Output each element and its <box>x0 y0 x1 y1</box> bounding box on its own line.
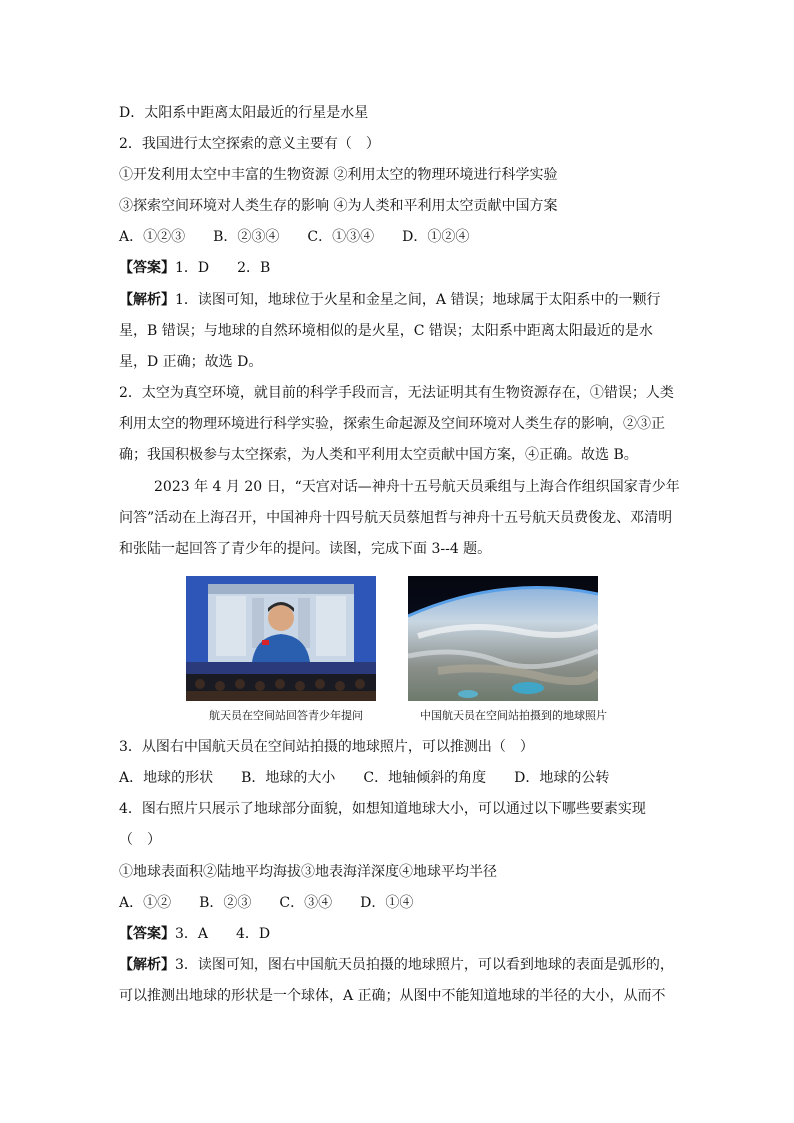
passage-line1: 2023 年 4 月 20 日，“天宫对话—神舟十五号航天员乘组与上海合作组织国家青少年 <box>154 479 680 495</box>
analysis-text: 1．读图可知，地球位于火星和金星之间，A 错误；地球属于太阳系中的一颗行 <box>175 292 661 308</box>
passage-line3: 和张陆一起回答了青少年的提问。读图，完成下面 3--4 题。 <box>119 541 492 557</box>
question-3: 3．从图右中国航天员在空间站拍摄的地球照片，可以推测出（ ） <box>119 739 534 755</box>
q4-statements: ①地球表面积②陆地平均海拔③地表海洋深度④地球平均半径 <box>119 864 497 880</box>
answer-text: 1．D 2．B <box>175 260 271 276</box>
analysis-1-line2: 星，B 错误；与地球的自然环境相似的是火星，C 错误；太阳系中距离太阳最近的是水 <box>119 323 653 339</box>
analysis-2-line3: 确；我国积极参与太空探索，为人类和平利用太空贡献中国方案，④正确。故选 B。 <box>119 447 638 463</box>
answer-1-2 <box>119 258 270 278</box>
answer-label: 【答案】 <box>119 926 175 942</box>
analysis-1-start <box>119 290 660 310</box>
analysis-3-line2: 可以推测出地球的形状是一个球体，A 正确；从图中不能知道地球的半径的大小，从而不 <box>119 988 666 1004</box>
q4-options: A．①② B．②③ C．③④ D．①④ <box>119 895 414 911</box>
analysis-2-line1: 2．太空为真空环境，就目前的科学手段而言，无法证明其有生物资源存在，①错误；人类 <box>119 385 674 401</box>
q2-statements-2: ③探索空间环境对人类生存的影响 ④为人类和平利用太空贡献中国方案 <box>119 198 558 214</box>
passage-line2: 问答”活动在上海召开，中国神舟十四号航天员蔡旭哲与神舟十五号航天员费俊龙、邓清明 <box>119 510 673 526</box>
earth-photo-image <box>408 576 598 701</box>
question-4: 4．图右照片只展示了地球部分面貌，如想知道地球大小，可以通过以下哪些要素实现 <box>119 801 646 817</box>
question-4-paren: （ ） <box>119 832 161 848</box>
figure-right-caption: 中国航天员在空间站拍摄到的地球照片 <box>420 709 607 722</box>
question-2: 2．我国进行太空探索的意义主要有（ ） <box>119 136 380 152</box>
answer-3-4 <box>119 924 270 944</box>
option-d-q1: D．太阳系中距离太阳最近的行星是水星 <box>119 105 369 121</box>
analysis-3-start <box>119 955 674 975</box>
answer-label: 【答案】 <box>119 260 175 276</box>
analysis-text: 3．读图可知，图右中国航天员拍摄的地球照片，可以看到地球的表面是弧形的， <box>175 957 674 973</box>
astronaut-video-image <box>186 576 376 701</box>
q2-options: A．①②③ B．②③④ C．①③④ D．①②④ <box>119 229 470 245</box>
answer-text: 3．A 4．D <box>175 926 271 942</box>
q3-options: A．地球的形状 B．地球的大小 C．地轴倾斜的角度 D．地球的公转 <box>119 770 610 786</box>
q2-statements-1: ①开发利用太空中丰富的生物资源 ②利用太空的物理环境进行科学实验 <box>119 167 558 183</box>
analysis-label: 【解析】 <box>119 957 175 973</box>
analysis-2-line2: 利用太空的物理环境进行科学实验，探索生命起源及空间环境对人类生存的影响，②③正 <box>119 416 665 432</box>
figure-left-caption: 航天员在空间站回答青少年提问 <box>209 709 363 722</box>
analysis-1-line3: 星，D 正确；故选 D。 <box>119 354 263 370</box>
analysis-label: 【解析】 <box>119 292 175 308</box>
